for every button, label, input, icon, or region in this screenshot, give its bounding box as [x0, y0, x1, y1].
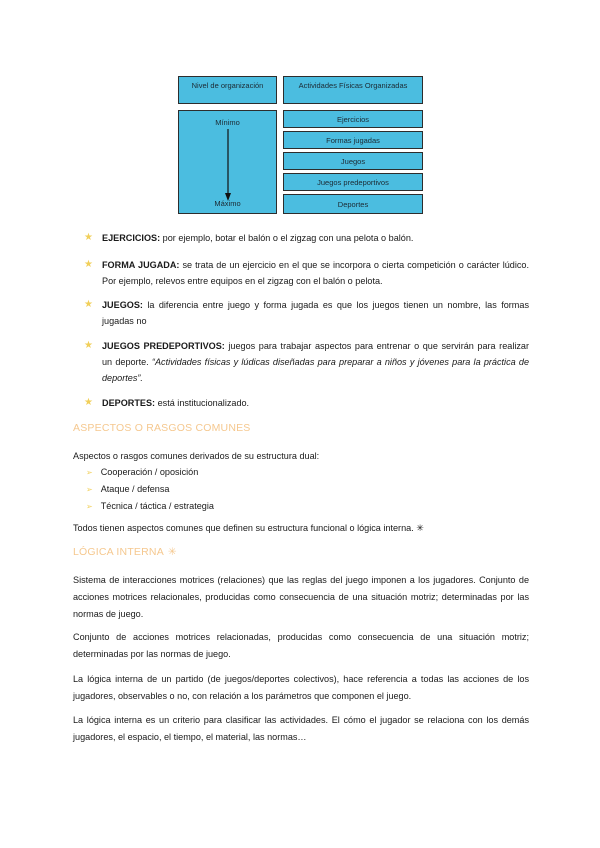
asterisk-icon: ✳ — [167, 546, 177, 558]
scale-min-label: Mínimo — [215, 118, 240, 127]
section-heading-aspects: ASPECTOS O RASGOS COMUNES — [73, 422, 251, 434]
star-icon: ★ — [84, 299, 93, 310]
level-ejercicios: Ejercicios — [283, 110, 423, 128]
definition-text: por ejemplo, botar el balón o el zigzag con una pelota o balón. — [160, 233, 414, 243]
arrow-right-icon: ➢ — [86, 485, 93, 494]
logic-paragraph: La lógica interna de un partido (de juegos/deportes colectivos), hace referencia a todas las acciones de los jugadores, observables o no, con relación a los parámetros que componen el juego. — [73, 674, 529, 701]
arrow-right-icon: ➢ — [86, 468, 93, 477]
star-icon: ★ — [84, 259, 93, 270]
section-heading-logic — [73, 546, 177, 558]
definition-item — [84, 297, 529, 329]
definition-text: juegos para trabajar aspectos para entrenar o que servirán para realizar un deporte. — [102, 341, 529, 367]
definition-item — [84, 257, 529, 289]
star-icon: ★ — [84, 232, 93, 243]
definition-item — [84, 395, 249, 411]
arrow-right-icon: ➢ — [86, 502, 93, 511]
definition-item — [84, 230, 413, 246]
definition-term: DEPORTES: — [102, 398, 156, 408]
level-formas-jugadas: Formas jugadas — [283, 131, 423, 149]
organization-diagram — [178, 76, 423, 218]
diagram-header-level: Nivel de organización — [178, 76, 277, 104]
section-heading-text: LÓGICA INTERNA — [73, 546, 164, 558]
definition-term: JUEGOS PREDEPORTIVOS: — [102, 341, 225, 351]
level-juegos-predeportivos: Juegos predeportivos — [283, 173, 423, 191]
logic-paragraph: Sistema de interacciones motrices (relaciones) que las reglas del juego imponen a los jugadores. Conjunto de acciones motrices relacionales, producidas como consecuencia de una situación motriz; determinadas por las normas de juego. — [73, 575, 529, 619]
definition-text: se trata de un ejercicio en el que se incorpora o cierta competición o carácter lúdico. Por ejemplo, relevos entre equipos en el zigzag con el balón o pelota. — [102, 260, 529, 286]
star-icon: ★ — [84, 397, 93, 408]
definition-quote: “Actividades físicas y lúdicas diseñadas para preparar a niños y jóvenes para la práctica de deportes”. — [102, 357, 530, 383]
definition-text: está institucionalizado. — [155, 398, 250, 408]
definition-term: EJERCICIOS: — [102, 233, 161, 243]
level-deportes: Deportes — [283, 194, 423, 214]
star-icon: ★ — [84, 340, 93, 351]
list-item: ➢ Ataque / defensa — [86, 484, 170, 494]
organization-scale — [178, 110, 277, 214]
aspects-closing: Todos tienen aspectos comunes que definen su estructura funcional o lógica interna. ✳ — [73, 523, 424, 533]
logic-paragraph: La lógica interna es un criterio para clasificar las actividades. El cómo el jugador se relaciona con los demás jugadores, el espacio, el tiempo, el material, las normas… — [73, 715, 529, 742]
logic-paragraph: Conjunto de acciones motrices relacionadas, producidas como consecuencia de una situación motriz; determinadas por las normas de juego. — [73, 632, 529, 659]
definition-item — [84, 338, 529, 386]
aspects-list — [86, 464, 214, 515]
list-item: ➢ Cooperación / oposición — [86, 467, 199, 477]
aspects-intro: Aspectos o rasgos comunes derivados de su estructura dual: — [73, 451, 320, 461]
definition-term: FORMA JUGADA: — [102, 260, 180, 270]
scale-max-label: Máximo — [214, 199, 241, 208]
diagram-header-activities: Actividades Físicas Organizadas — [283, 76, 423, 104]
arrow-down-icon — [223, 129, 233, 201]
list-item: ➢ Técnica / táctica / estrategia — [86, 501, 214, 511]
definition-text: la diferencia entre juego y forma jugada es que los juegos tienen un nombre, las formas jugadas no — [102, 300, 529, 326]
definition-term: JUEGOS: — [102, 300, 143, 310]
level-juegos: Juegos — [283, 152, 423, 170]
